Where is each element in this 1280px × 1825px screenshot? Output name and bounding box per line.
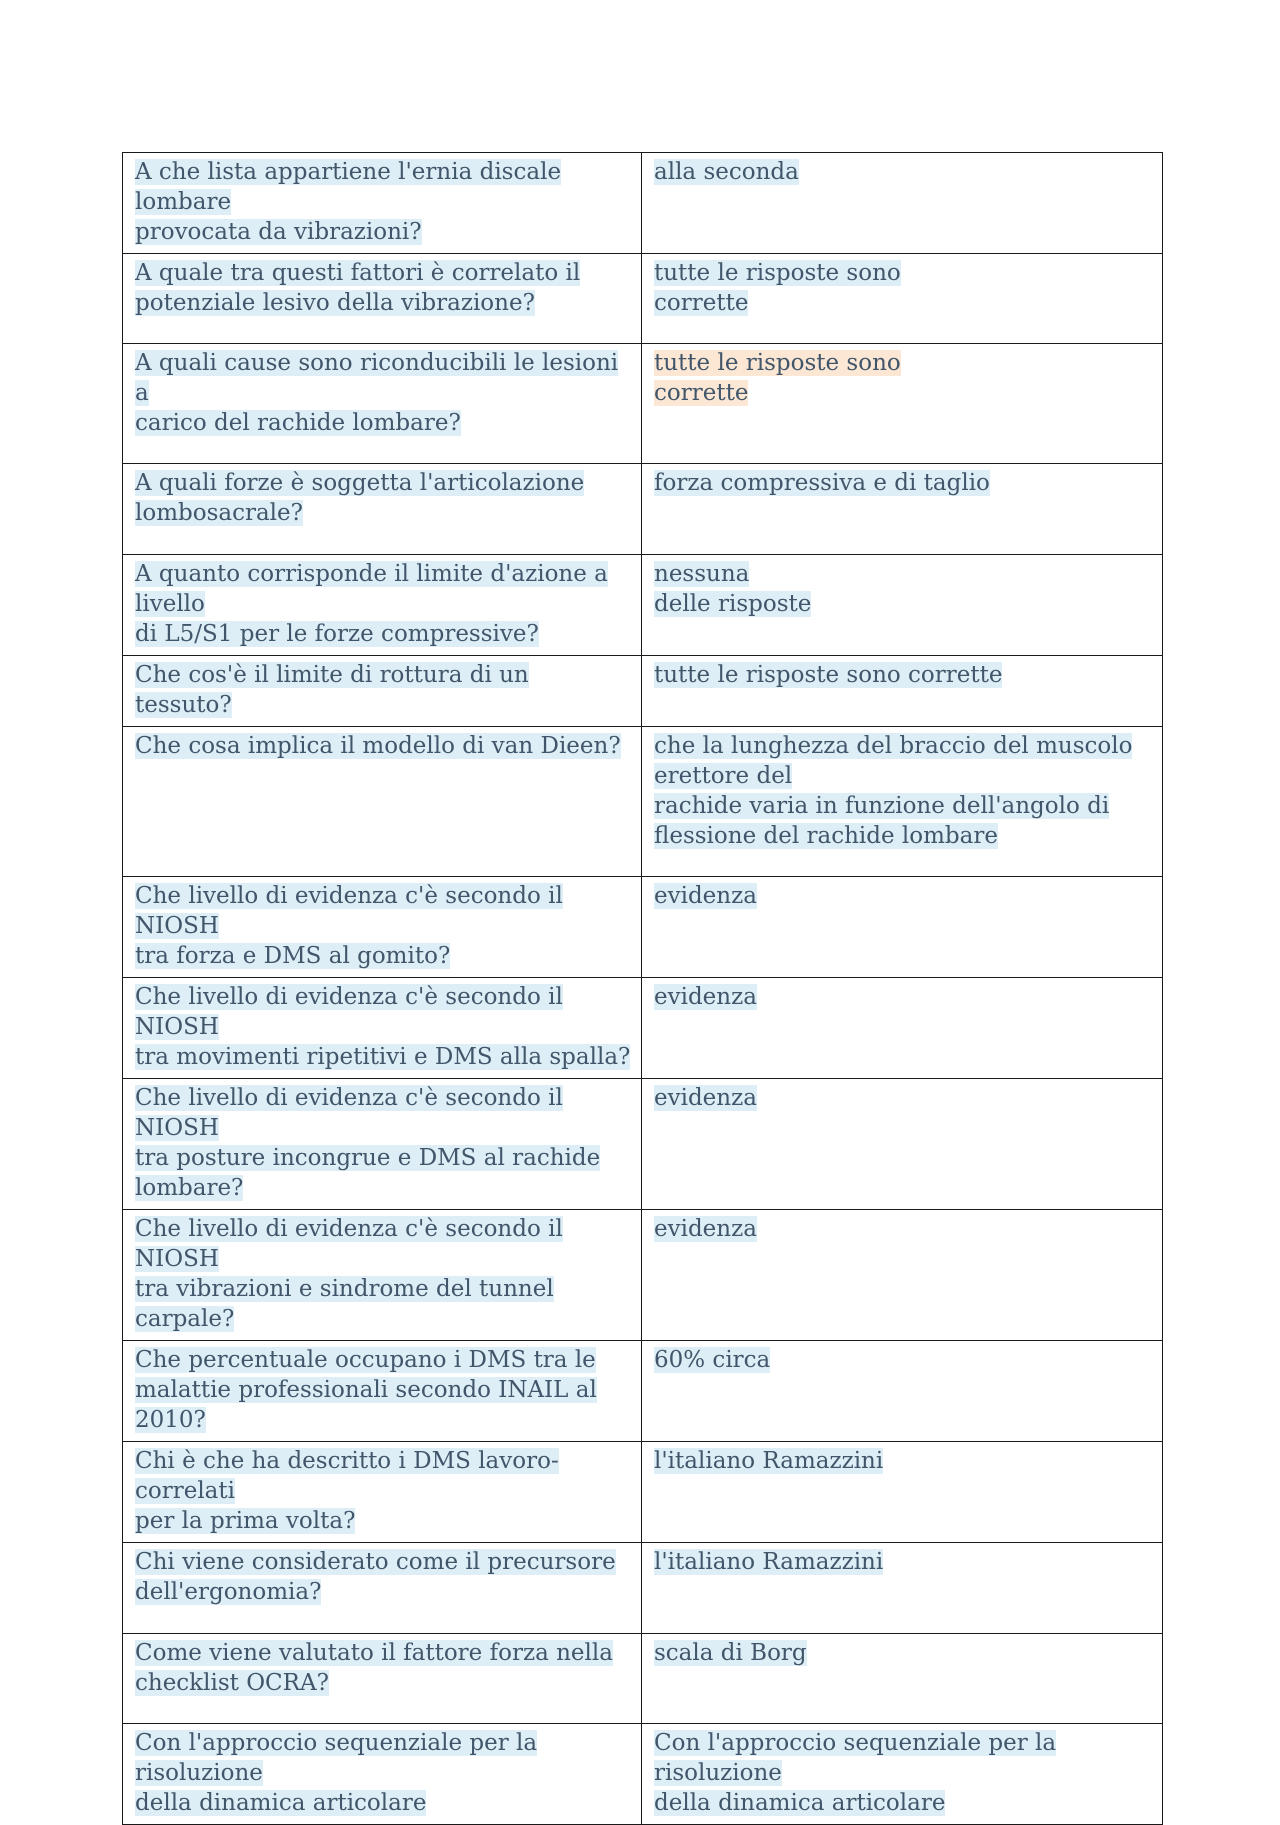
question-text-line: per la prima volta? <box>135 1508 356 1534</box>
table-row <box>123 727 1163 877</box>
answer-text-line: evidenza <box>654 883 757 909</box>
question-text-line: Con l'approccio sequenziale per la risoluzione <box>135 1730 538 1786</box>
question-text-line: A quali forze è soggetta l'articolazione <box>135 470 585 496</box>
answer-cell <box>642 1543 1163 1634</box>
answer-text-line: nessuna <box>654 561 750 587</box>
answer-cell <box>642 464 1163 555</box>
answer-text-line: 60% circa <box>654 1347 771 1373</box>
question-cell <box>123 656 642 727</box>
answer-cell <box>642 978 1163 1079</box>
question-text-line: Chi è che ha descritto i DMS lavoro-correlati <box>135 1448 559 1504</box>
answer-cell <box>642 1634 1163 1724</box>
table-row <box>123 344 1163 464</box>
answer-cell <box>642 1724 1163 1825</box>
question-cell <box>123 1634 642 1724</box>
answer-text-line: l'italiano Ramazzini <box>654 1448 884 1474</box>
question-text-line: malattie professionali secondo INAIL al 2010? <box>135 1377 597 1433</box>
answer-text-line: della dinamica articolare <box>654 1790 946 1816</box>
table-row <box>123 877 1163 978</box>
question-text-line: A quale tra questi fattori è correlato il <box>135 260 581 286</box>
answer-text-line: evidenza <box>654 984 757 1010</box>
answer-text-line: rachide varia in funzione dell'angolo di <box>654 793 1110 819</box>
answer-cell <box>642 555 1163 656</box>
answer-cell <box>642 1079 1163 1210</box>
answer-text-line: Con l'approccio sequenziale per la risoluzione <box>654 1730 1057 1786</box>
answer-cell <box>642 1341 1163 1442</box>
answer-text-line: corrette <box>654 290 749 316</box>
question-text-line: di L5/S1 per le forze compressive? <box>135 621 539 647</box>
question-cell <box>123 153 642 254</box>
answer-cell <box>642 254 1163 344</box>
answer-cell <box>642 727 1163 877</box>
table-row <box>123 464 1163 555</box>
table-row <box>123 1634 1163 1724</box>
answer-text-line: tutte le risposte sono <box>654 350 901 376</box>
question-cell <box>123 978 642 1079</box>
question-cell <box>123 727 642 877</box>
table-row <box>123 978 1163 1079</box>
question-text-line: Chi viene considerato come il precursore <box>135 1549 616 1575</box>
table-row <box>123 1210 1163 1341</box>
question-text-line: Che livello di evidenza c'è secondo il NIOSH <box>135 883 563 939</box>
answer-text-line: l'italiano Ramazzini <box>654 1549 884 1575</box>
question-cell <box>123 1543 642 1634</box>
question-text-line: Che cos'è il limite di rottura di un tessuto? <box>135 662 529 718</box>
qa-table-body <box>123 153 1163 1825</box>
question-text-line: tra movimenti ripetitivi e DMS alla spalla? <box>135 1044 631 1070</box>
answer-text-line: evidenza <box>654 1085 757 1111</box>
question-cell <box>123 1724 642 1825</box>
table-row <box>123 555 1163 656</box>
table-row <box>123 1724 1163 1825</box>
answer-cell <box>642 877 1163 978</box>
question-text-line: A che lista appartiene l'ernia discale lombare <box>135 159 562 215</box>
answer-text-line: tutte le risposte sono corrette <box>654 662 1003 688</box>
question-cell <box>123 344 642 464</box>
table-row <box>123 1079 1163 1210</box>
question-text-line: checklist OCRA? <box>135 1670 329 1696</box>
qa-table <box>122 152 1163 1825</box>
question-cell <box>123 1210 642 1341</box>
question-text-line: provocata da vibrazioni? <box>135 219 422 245</box>
table-row <box>123 1341 1163 1442</box>
question-text-line: tra forza e DMS al gomito? <box>135 943 451 969</box>
answer-cell <box>642 656 1163 727</box>
answer-text-line: tutte le risposte sono <box>654 260 901 286</box>
table-row <box>123 1442 1163 1543</box>
table-row <box>123 1543 1163 1634</box>
question-text-line: dell'ergonomia? <box>135 1579 322 1605</box>
answer-cell <box>642 344 1163 464</box>
answer-text-line: delle risposte <box>654 591 812 617</box>
question-cell <box>123 254 642 344</box>
answer-text-line: erettore del <box>654 763 793 789</box>
question-cell <box>123 464 642 555</box>
question-text-line: lombare? <box>135 1175 244 1201</box>
answer-text-line: alla seconda <box>654 159 799 185</box>
question-text-line: potenziale lesivo della vibrazione? <box>135 290 535 316</box>
question-text-line: A quali cause sono riconducibili le lesioni a <box>135 350 619 406</box>
question-text-line: Che livello di evidenza c'è secondo il NIOSH <box>135 1216 563 1272</box>
question-text-line: carico del rachide lombare? <box>135 410 461 436</box>
answer-cell <box>642 1210 1163 1341</box>
question-text-line: Che percentuale occupano i DMS tra le <box>135 1347 596 1373</box>
answer-text-line: flessione del rachide lombare <box>654 823 998 849</box>
question-text-line: Come viene valutato il fattore forza nella <box>135 1640 613 1666</box>
answer-text-line: forza compressiva e di taglio <box>654 470 990 496</box>
table-row <box>123 254 1163 344</box>
question-cell <box>123 877 642 978</box>
question-text-line: tra vibrazioni e sindrome del tunnel carpale? <box>135 1276 554 1332</box>
question-text-line: lombosacrale? <box>135 500 303 526</box>
question-text-line: Che cosa implica il modello di van Dieen? <box>135 733 621 759</box>
question-cell <box>123 555 642 656</box>
question-text-line: Che livello di evidenza c'è secondo il NIOSH <box>135 984 563 1040</box>
answer-text-line: corrette <box>654 380 749 406</box>
question-cell <box>123 1079 642 1210</box>
question-cell <box>123 1442 642 1543</box>
question-text-line: della dinamica articolare <box>135 1790 427 1816</box>
answer-text-line: evidenza <box>654 1216 757 1242</box>
answer-text-line: scala di Borg <box>654 1640 807 1666</box>
table-row <box>123 153 1163 254</box>
answer-cell <box>642 1442 1163 1543</box>
question-text-line: A quanto corrisponde il limite d'azione a livello <box>135 561 608 617</box>
answer-cell <box>642 153 1163 254</box>
table-row <box>123 656 1163 727</box>
answer-text-line: che la lunghezza del braccio del muscolo <box>654 733 1133 759</box>
question-cell <box>123 1341 642 1442</box>
question-text-line: Che livello di evidenza c'è secondo il NIOSH <box>135 1085 563 1141</box>
question-text-line: tra posture incongrue e DMS al rachide <box>135 1145 601 1171</box>
